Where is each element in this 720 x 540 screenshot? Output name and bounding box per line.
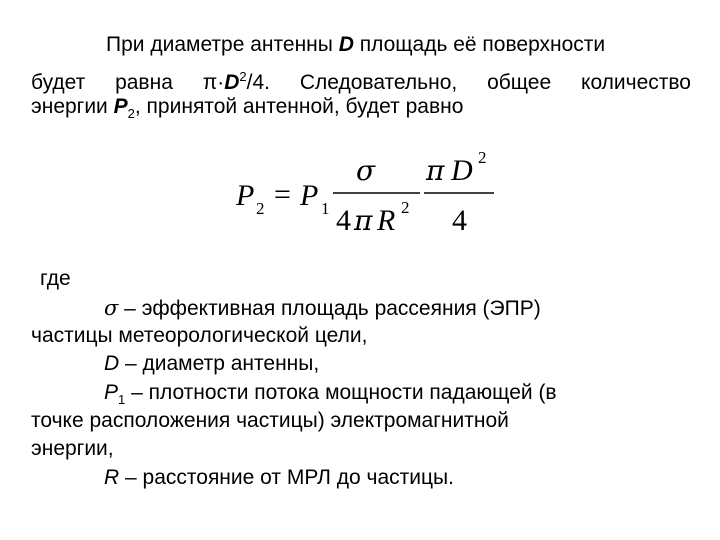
r-symbol: R — [104, 466, 120, 489]
intro-line-2 — [31, 64, 691, 96]
p-symbol: P — [104, 381, 119, 404]
sigma-symbol: σ — [104, 296, 119, 320]
formula-eq: = — [274, 178, 291, 211]
def-r — [104, 465, 720, 491]
formula-den1-sup: 2 — [401, 198, 410, 217]
subscript: 1 — [118, 392, 126, 408]
formula-den1-r: R — [377, 204, 396, 237]
intro-text: будет равна π· — [31, 71, 225, 94]
formula-den1-4: 4 — [336, 204, 351, 237]
formula-sigma: σ — [356, 154, 376, 187]
def-sigma-cont: частицы метеорологической цели, — [31, 324, 368, 347]
formula-lhs: P — [236, 179, 255, 212]
intro-text: площадь её поверхности — [353, 33, 606, 56]
intro-text: При диаметре антенны — [106, 33, 339, 56]
def-p1-cont-2: энергии, — [31, 437, 114, 460]
def-text: – плотности потока мощности падающей (в — [125, 381, 557, 404]
where-label: где — [40, 267, 71, 290]
intro-text: , принятой антенной, будет равно — [134, 95, 464, 118]
intro-text: /4. Следовательно, общее количество — [246, 71, 691, 94]
variable-d: D — [224, 71, 240, 94]
formula — [232, 150, 512, 240]
formula-den2: 4 — [452, 204, 467, 237]
formula-den1-pi: π — [354, 204, 373, 237]
variable-p: P — [113, 95, 128, 118]
intro-line-3 — [31, 94, 691, 127]
intro-text: энергии — [31, 95, 114, 118]
def-text: – расстояние от МРЛ до частицы. — [119, 466, 454, 489]
superscript: 2 — [239, 69, 247, 84]
formula-num2-pi: π — [426, 154, 445, 187]
def-p1-cont-1: точке расположения частицы) электромагнитной — [31, 409, 509, 432]
d-symbol: D — [104, 352, 120, 375]
formula-lhs-sub: 2 — [256, 199, 265, 218]
def-sigma — [104, 295, 691, 322]
def-text: – диаметр антенны, — [119, 352, 320, 375]
subscript: 2 — [127, 106, 135, 122]
def-d — [104, 351, 720, 377]
formula-num2-sup: 2 — [478, 150, 487, 167]
formula-p1: P — [300, 179, 319, 212]
formula-p1-sub: 1 — [321, 199, 330, 218]
def-text: – эффективная площадь рассеяния (ЭПР) — [118, 297, 541, 320]
variable-d: D — [338, 33, 354, 56]
formula-num2-d: D — [451, 154, 473, 187]
intro-line-1 — [106, 32, 691, 58]
